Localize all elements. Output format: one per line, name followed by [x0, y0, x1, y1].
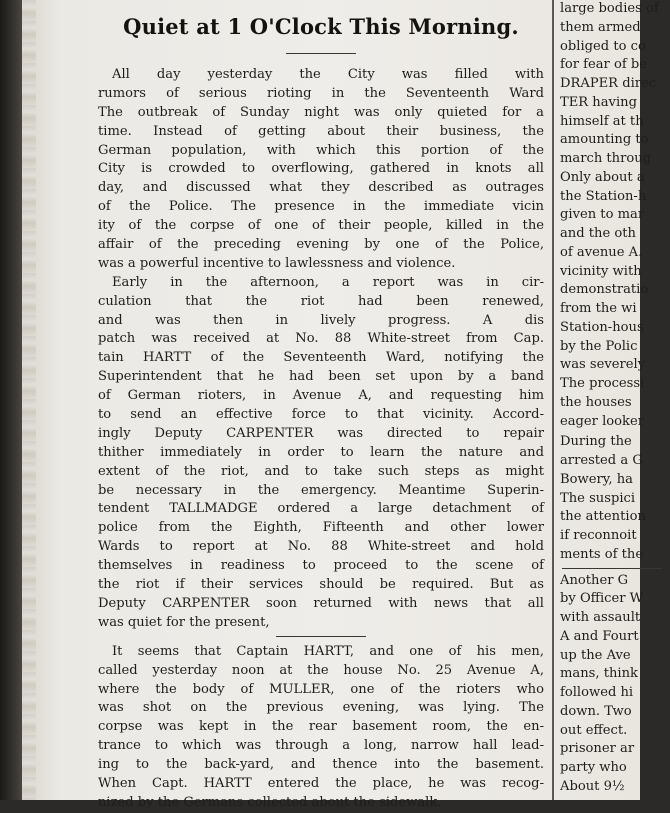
text-line: It seems that Captain HARTT, and one of his men,	[112, 643, 544, 659]
adjacent-text-line: by the Polic	[560, 338, 638, 354]
text-line: of German rioters, in Avenue A, and requesting him	[98, 388, 544, 404]
adjacent-text-line: During the	[560, 434, 632, 450]
paragraph-2	[98, 274, 544, 633]
adjacent-text-line: from the wi	[560, 301, 637, 316]
adjacent-text-line: About 9½	[560, 778, 625, 794]
adjacent-text-line: the houses	[560, 394, 632, 410]
adjacent-text-line: for fear of be	[560, 57, 647, 73]
text-line: nized by the Germans collected about the sidewalk.	[98, 794, 442, 810]
adjacent-text-line: Another G	[560, 572, 629, 588]
newspaper-page	[22, 0, 659, 810]
adjacent-text-line: arrested a G	[560, 453, 643, 468]
text-line: trance to which was through a long, narrow hall lead-	[98, 738, 544, 754]
adjacent-text-line: obliged to co	[560, 38, 646, 54]
article-headline: Quiet at 1 O'Clock This Morning.	[123, 14, 519, 39]
adjacent-text-line: was severely	[560, 357, 646, 373]
adjacent-text-line: of avenue A.	[560, 244, 643, 260]
text-line: and was then in lively progress. A dis	[98, 312, 544, 328]
text-line: was a powerful incentive to lawlessness and violence.	[98, 255, 456, 271]
text-line: called yesterday noon at the house No. 25 Avenue A,	[98, 662, 544, 678]
paragraph-3	[98, 643, 544, 813]
adjacent-text-line: if reconnoit	[560, 528, 637, 543]
adjacent-column-rule	[562, 568, 662, 569]
text-line: be necessary in the emergency. Meantime Superin-	[98, 482, 544, 498]
article-column	[98, 0, 544, 810]
text-line: rumors of serious rioting in the Seventeenth Ward	[98, 85, 544, 101]
adjacent-text-line: ments of the	[560, 546, 644, 562]
adjacent-column-block-3	[560, 572, 670, 797]
adjacent-text-line: the Station-h	[560, 188, 647, 204]
text-line: ing to the back-yard, and thence into the basement.	[98, 757, 544, 773]
text-line: German population, with which this portion of the	[98, 142, 544, 158]
adjacent-text-line: The processi	[560, 376, 645, 391]
text-line: All day yesterday the City was filled with	[112, 67, 544, 82]
text-line: of the Police. The presence in the immediate vicin	[98, 199, 544, 215]
text-line: affair of the preceding evening by one of the Police,	[98, 237, 544, 253]
adjacent-text-line: DRAPER direc	[560, 76, 657, 91]
text-line: ingly Deputy CARPENTER was directed to repair	[98, 425, 544, 441]
text-line: themselves in readiness to proceed to the scene of	[98, 558, 544, 574]
adjacent-text-line: demonstratio	[560, 282, 649, 298]
adjacent-text-line: the attention	[560, 509, 646, 525]
adjacent-text-line: given to mar	[560, 207, 645, 223]
adjacent-text-line: himself at th	[560, 113, 644, 129]
adjacent-text-line: party who	[560, 760, 627, 775]
text-line: was shot on the previous evening, was lying. The	[98, 700, 544, 716]
text-line: ity of the corpse of one of their people, killed in the	[98, 218, 544, 234]
text-line: day, and discussed what they described as outrages	[98, 180, 544, 196]
text-line: thither immediately in order to learn the nature and	[98, 444, 544, 460]
headline-rule	[286, 53, 356, 54]
torn-page-edge	[22, 0, 36, 800]
adjacent-text-line: up the Ave	[560, 647, 631, 663]
adjacent-text-line: march throug	[560, 151, 652, 166]
adjacent-text-line: with assault	[560, 610, 641, 625]
section-rule	[276, 636, 366, 637]
adjacent-text-line: eager looker	[560, 413, 645, 429]
adjacent-text-line: TER having	[560, 94, 637, 110]
adjacent-text-line: large bodies of	[560, 1, 659, 16]
adjacent-column	[560, 0, 670, 800]
text-line: extent of the riot, and to take such steps as might	[98, 463, 544, 479]
adjacent-text-line: them armed	[560, 19, 641, 35]
adjacent-text-line: mans, think	[560, 666, 638, 682]
article-body	[98, 66, 544, 813]
adjacent-text-line: The suspici	[560, 490, 636, 506]
adjacent-text-line: vicinity with	[560, 263, 642, 279]
adjacent-column-block-2	[560, 433, 670, 564]
text-line: was quiet for the present,	[98, 614, 270, 630]
text-line: Superintendent that he had been set upon by a band	[98, 369, 544, 385]
text-line: to send an effective force to that vicinity. Accord-	[98, 407, 544, 423]
adjacent-text-line: prisoner ar	[560, 741, 635, 757]
text-line: police from the Eighth, Fifteenth and other lower	[98, 520, 544, 536]
text-line: culation that the riot had been renewed,	[98, 293, 544, 309]
adjacent-text-line: and the oth	[560, 226, 636, 241]
text-line: time. Instead of getting about their business, the	[98, 123, 544, 139]
adjacent-text-line: A and Fourt	[560, 628, 639, 644]
adjacent-text-line: Only about a	[560, 169, 645, 185]
text-line: Early in the afternoon, a report was in cir-	[112, 274, 544, 290]
adjacent-text-line: down. Two	[560, 703, 632, 719]
text-line: Wards to report at No. 88 White-street and hold	[98, 539, 544, 555]
text-line: corpse was kept in the rear basement room, the en-	[98, 719, 544, 735]
adjacent-text-line: out effect.	[560, 722, 628, 738]
text-line: The outbreak of Sunday night was only quieted for a	[98, 104, 544, 120]
adjacent-text-line: Bowery, ha	[560, 471, 633, 487]
adjacent-column-block-1	[560, 0, 670, 431]
text-line: the riot if their services should be required. But as	[98, 577, 544, 593]
adjacent-text-line: Station-hous	[560, 319, 644, 335]
text-line: Deputy CARPENTER soon returned with news that all	[98, 595, 544, 611]
adjacent-text-line: amounting to	[560, 132, 649, 148]
column-rule	[552, 0, 554, 800]
text-line: When Capt. HARTT entered the place, he was recog-	[98, 775, 544, 791]
adjacent-text-line: followed hi	[560, 685, 634, 700]
book-binding-edge	[0, 0, 22, 800]
paragraph-1	[98, 66, 544, 274]
text-line: City is crowded to overflowing, gathered in knots all	[98, 161, 544, 177]
text-line: patch was received at No. 88 White-street from Cap.	[98, 331, 544, 347]
text-line: tain HARTT of the Seventeenth Ward, notifying the	[98, 350, 544, 366]
adjacent-text-line: by Officer W	[560, 591, 644, 607]
text-line: where the body of MULLER, one of the rioters who	[98, 681, 544, 697]
text-line: tendent TALLMADGE ordered a large detachment of	[98, 501, 544, 517]
